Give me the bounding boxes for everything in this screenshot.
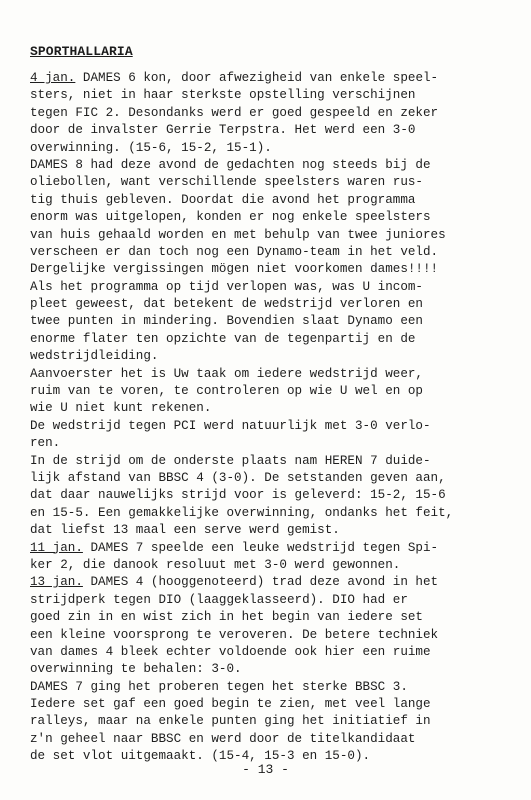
text-line [30,87,525,104]
line-text: verscheen er dan toch nog een Dynamo-team in het veld. [30,244,439,259]
line-text: twee punten in mindering. Bovendien slaat Dynamo een [30,314,423,329]
line-text: Iedere set gaf een goed begin te zien, met veel lange [30,697,431,712]
line-text: dat liefst 13 maal een serve werd gemist. [30,523,340,538]
line-text: door de invalster Gerrie Terpstra. Het werd een 3-0 [30,123,416,138]
line-text: de set vlot uitgemaakt. (15-4, 15-3 en 15-0). [30,749,371,764]
line-text: DAMES 8 had deze avond de gedachten nog steeds bij de [30,157,431,172]
line-text: en 15-5. Een gemakkelijke overwinning, ondanks het feit, [30,505,454,520]
text-line [30,696,525,713]
text-line [30,470,525,487]
line-text: z'n geheel naar BBSC en werd door de titelkandidaat [30,731,416,746]
text-line [30,418,525,435]
line-text: enorm was uitgelopen, konden er nog enkele speelsters [30,210,431,225]
text-line [30,400,525,417]
line-text: overwinning. (15-6, 15-2, 15-1). [30,140,272,155]
line-text: lijk afstand van BBSC 4 (3-0). De setstanden geven aan, [30,470,446,485]
line-text: wedstrijdleiding. [30,349,159,364]
line-text: ren. [30,436,61,451]
line-text: goed zin in en wist zich in het begin van iedere set [30,610,423,625]
text-line [30,627,525,644]
text-line [30,679,525,696]
text-line [30,435,525,452]
text-line [30,244,525,261]
text-line [30,157,525,174]
line-text: wie U niet kunt rekenen. [30,401,212,416]
text-line [30,505,525,522]
text-line [30,713,525,730]
text-line [30,261,525,278]
text-line [30,70,525,87]
text-line [30,453,525,470]
text-line [30,209,525,226]
line-text: dat daar nauwelijks strijd voor is geleverd: 15-2, 15-6 [30,488,446,503]
line-text: oliebollen, want verschillende speelsters waren rus- [30,175,423,190]
line-text: tig thuis gebleven. Doordat die avond het programma [30,192,416,207]
line-text: tegen FIC 2. Desondanks werd er goed gespeeld en zeker [30,105,439,120]
line-text: DAMES 7 ging het proberen tegen het sterke BBSC 3. [30,679,408,694]
line-text: pleet geweest, dat betekent de wedstrijd verloren en [30,297,423,312]
text-line [30,644,525,661]
line-text: Aanvoerster het is Uw taak om iedere wedstrijd weer, [30,366,423,381]
text-line [30,522,525,539]
date-heading: 4 jan. [30,71,76,85]
text-line [30,192,525,209]
line-text: In de strijd om de onderste plaats nam HEREN 7 duide- [30,453,431,468]
text-line [30,122,525,139]
line-text: enorme flater ten opzichte van de tegenpartij en de [30,331,416,346]
text-line [30,609,525,626]
text-line [30,348,525,365]
text-line [30,296,525,313]
page-title: SPORTHALLARIA [30,44,133,59]
line-text: DAMES 4 (hooggenoteerd) trad deze avond in het [82,575,439,590]
text-line [30,574,525,591]
line-text: een kleine voorsprong te veroveren. De betere techniek [30,627,439,642]
line-text: strijdperk tegen DIO (laaggeklasseerd). DIO had er [30,592,408,607]
line-text: DAMES 7 speelde een leuke wedstrijd tegen Spi- [82,540,439,555]
line-text: van dames 4 bleek echter voldoende ook hier een ruime [30,644,431,659]
text-line [30,331,525,348]
text-line [30,366,525,383]
article-body [30,70,525,766]
date-heading: 11 jan. [30,540,83,555]
text-line [30,487,525,504]
text-line [30,661,525,678]
text-line [30,140,525,157]
text-line [30,174,525,191]
line-text: ruim van te voren, te controleren op wie U wel en op [30,384,423,399]
line-text: sters, niet in haar sterkste opstelling verschijnen [30,88,416,103]
date-heading: 13 jan. [30,575,83,590]
line-text: van huis gehaald worden en met behulp van twee juniores [30,227,446,242]
line-text: DAMES 6 kon, door afwezigheid van enkele speel- [75,71,439,85]
line-text: ker 2, die danook resoluut met 3-0 werd gewonnen. [30,557,401,572]
text-line [30,731,525,748]
page-number: - 13 - [242,762,289,777]
text-line [30,557,525,574]
text-line [30,105,525,122]
text-line [30,313,525,330]
text-line [30,279,525,296]
text-line [30,227,525,244]
line-text: overwinning te behalen: 3-0. [30,662,242,677]
text-line [30,592,525,609]
line-text: De wedstrijd tegen PCI werd natuurlijk met 3-0 verlo- [30,418,431,433]
text-line [30,383,525,400]
line-text: Dergelijke vergissingen mögen niet voorkomen dames!!!! [30,262,439,277]
text-line [30,540,525,557]
line-text: Als het programma op tijd verlopen was, was U incom- [30,279,423,294]
line-text: ralleys, maar na enkele punten ging het initiatief in [30,714,431,729]
